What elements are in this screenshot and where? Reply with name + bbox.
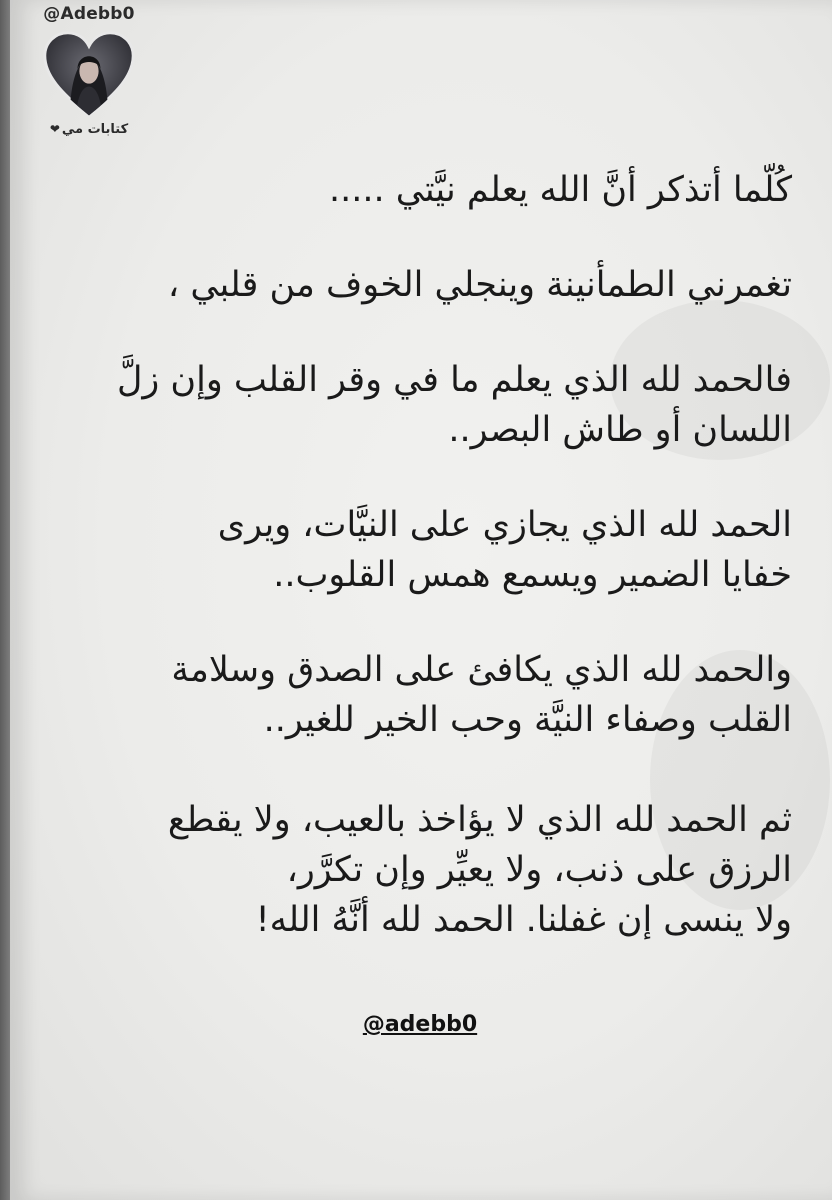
paragraph-1 — [112, 165, 792, 215]
paragraph-2 — [112, 260, 792, 310]
book-spine — [0, 0, 10, 1200]
text-line: الرزق على ذنب، ولا يعيِّر وإن تكرَّر، — [286, 850, 792, 890]
profile-watermark — [30, 0, 148, 137]
watermark-caption-text: كتابات مي — [61, 122, 129, 137]
text-line: ولا ينسى إن غفلنا. الحمد لله أنَّهُ الله! — [255, 900, 792, 940]
text-line: تغمرني الطمأنينة وينجلي الخوف من قلبي ، — [167, 265, 792, 305]
text-line: اللسان أو طاش البصر.. — [448, 410, 792, 450]
text-line: كُلّما أتذكر أنَّ الله يعلم نيَّتي ..... — [328, 170, 792, 210]
text-line: القلب وصفاء النيَّة وحب الخير للغير.. — [263, 700, 792, 740]
footer-handle: @adebb0 — [362, 1012, 478, 1037]
text-line: خفايا الضمير ويسمع همس القلوب.. — [273, 555, 792, 595]
text-line: ثم الحمد لله الذي لا يؤاخذ بالعيب، ولا يقطع — [167, 800, 792, 840]
watermark-handle: @Adebb0 — [43, 4, 135, 24]
paragraph-3 — [112, 355, 792, 455]
paragraph-6 — [112, 795, 792, 945]
paragraph-4 — [112, 500, 792, 600]
watermark-caption — [30, 122, 148, 137]
paragraph-5 — [112, 645, 792, 745]
heart-avatar-icon — [41, 30, 137, 120]
text-line: فالحمد لله الذي يعلم ما في وقر القلب وإن زلَّ — [116, 360, 792, 400]
text-line: والحمد لله الذي يكافئ على الصدق وسلامة — [171, 650, 792, 690]
text-line: الحمد لله الذي يجازي على النيَّات، ويرى — [217, 505, 792, 545]
black-heart-icon: ❤ — [49, 122, 60, 136]
